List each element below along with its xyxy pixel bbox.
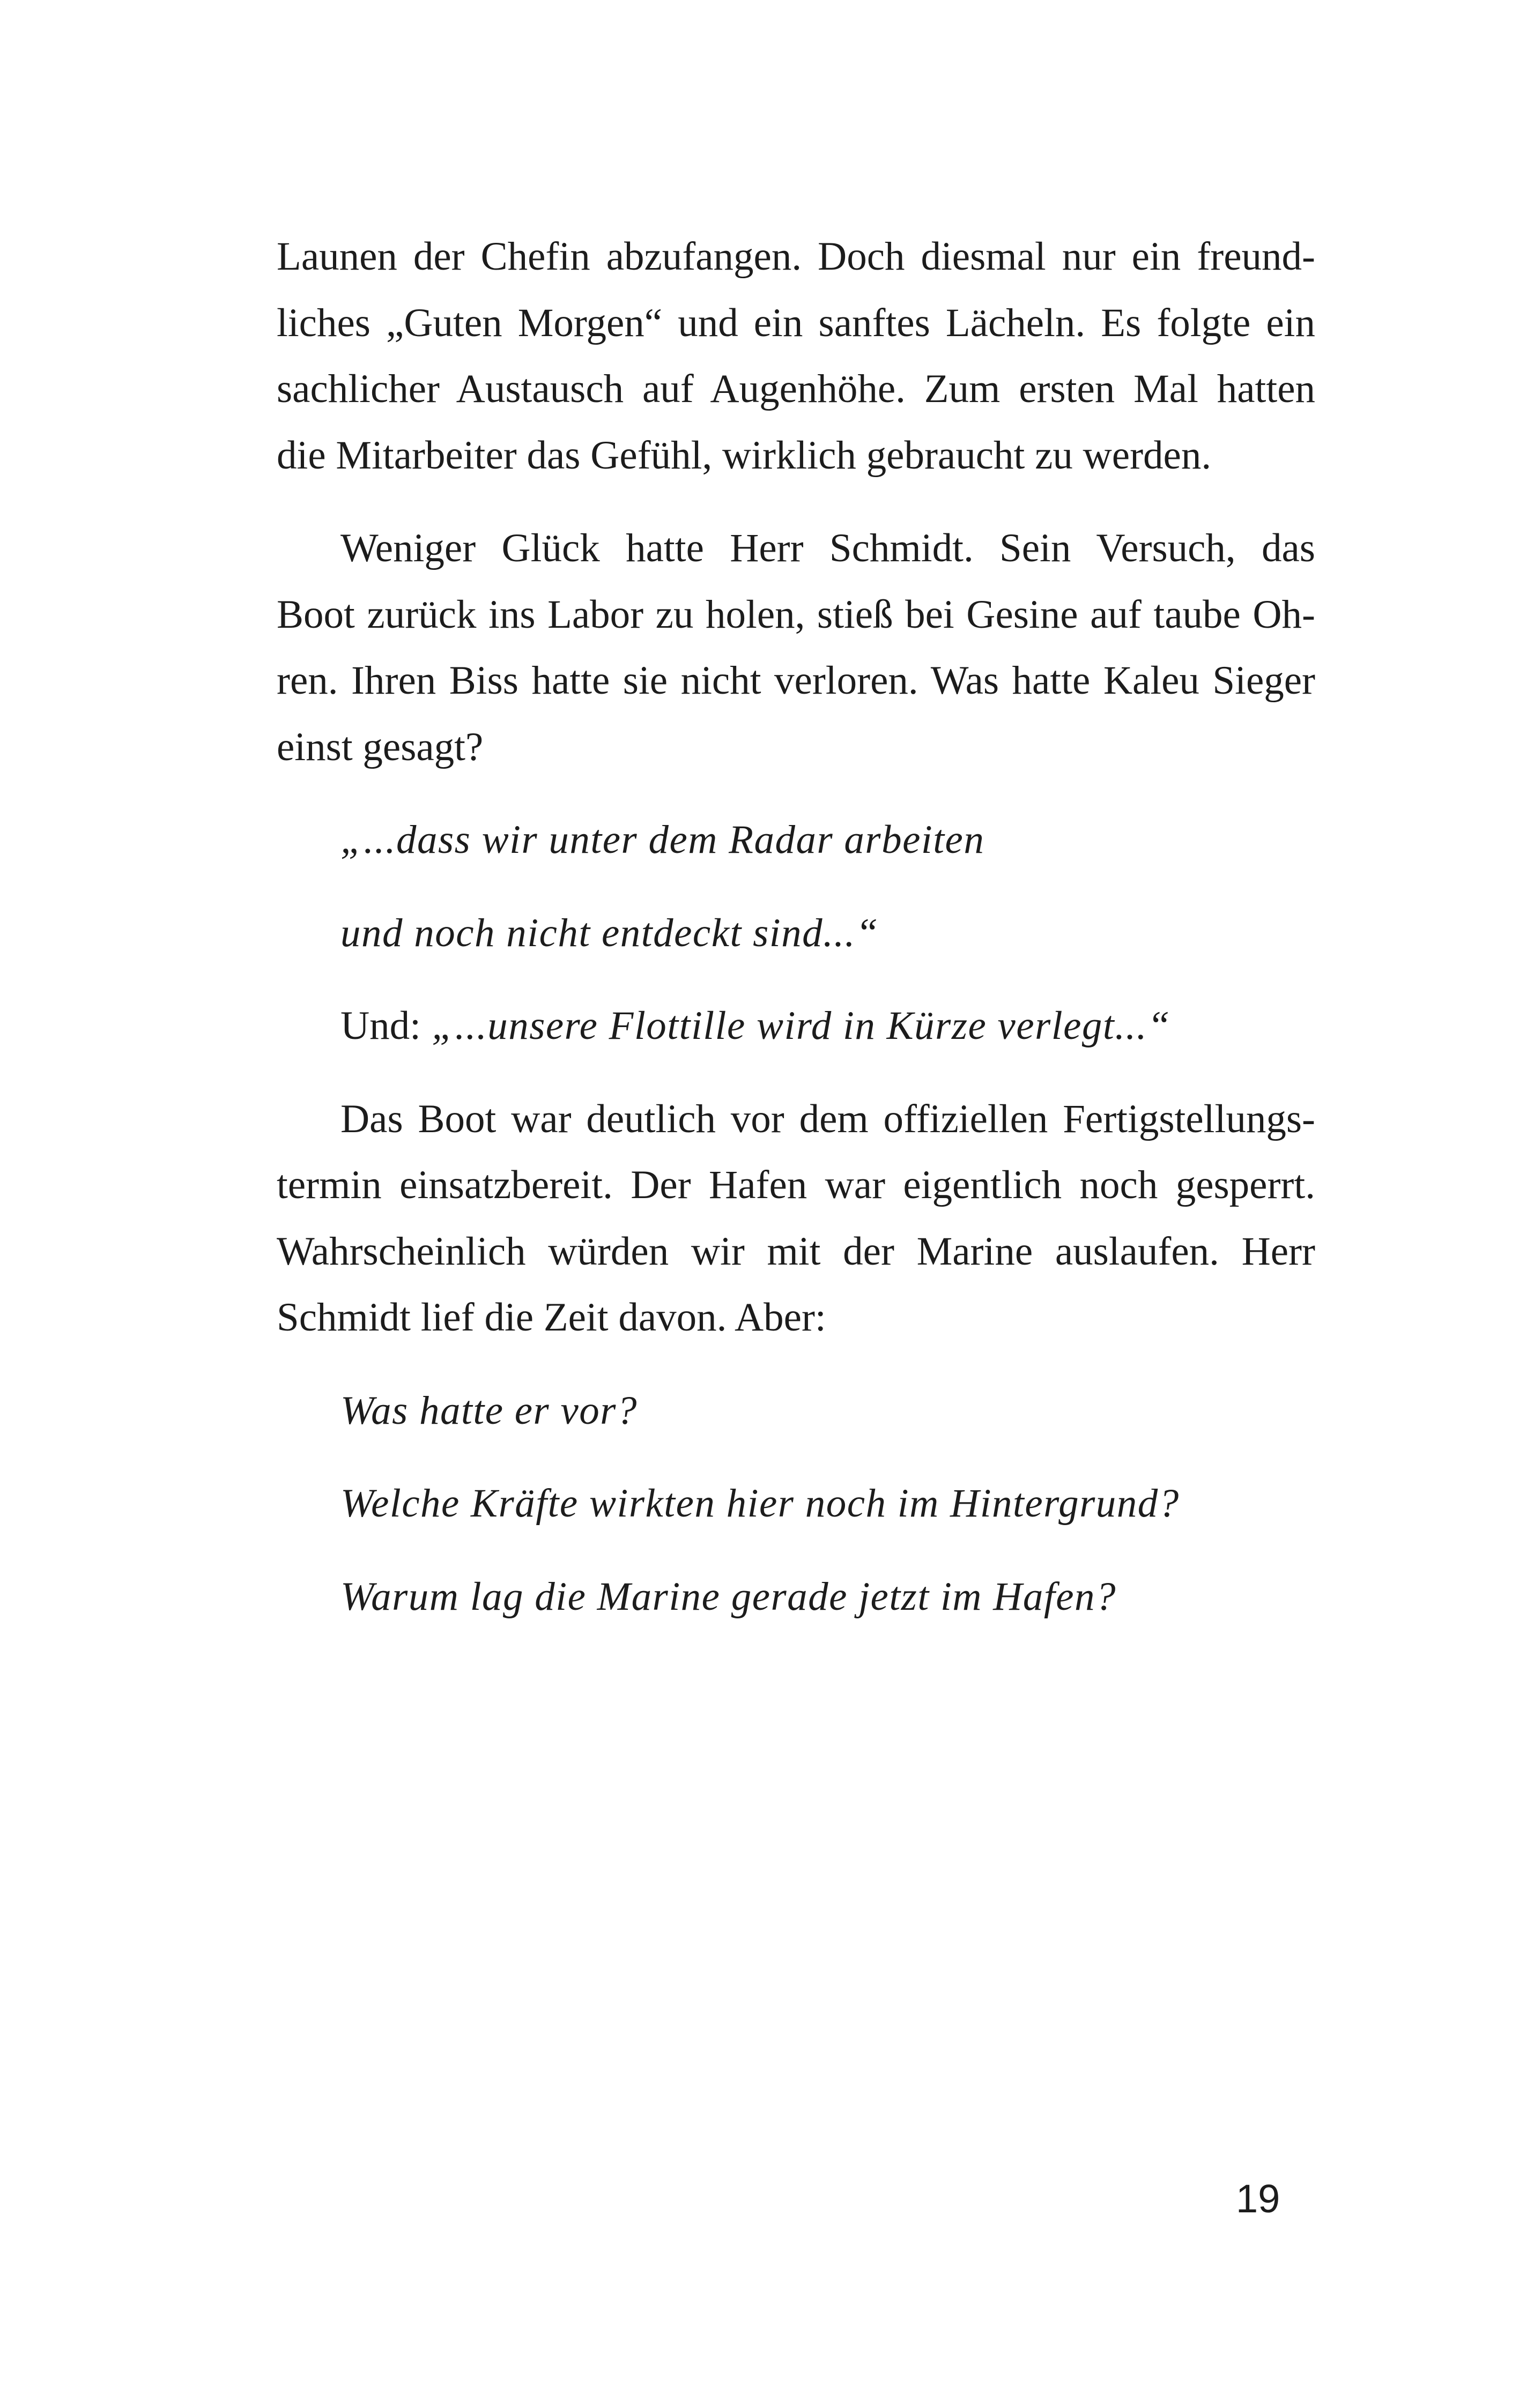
text-line: Wahrscheinlich würden wir mit der Marine auslaufen. Herr <box>277 1229 1315 1274</box>
text-line: Weniger Glück hatte Herr Schmidt. Sein Versuch, das <box>340 526 1315 570</box>
italic-question-line: Welche Kräfte wirkten hier noch im Hintergrund? <box>340 1481 1180 1526</box>
italic-question-line: Was hatte er vor? <box>340 1388 638 1433</box>
italic-quote-text: „...unsere Flottille wird in Kürze verlegt...“ <box>432 1004 1171 1048</box>
text-line: termin einsatzbereit. Der Hafen war eigentlich noch gesperrt. <box>277 1163 1315 1207</box>
paragraph-3 <box>277 1086 1315 1351</box>
question-3 <box>277 1564 1315 1630</box>
text-line: die Mitarbeiter das Gefühl, wirklich gebraucht zu werden. <box>277 433 1212 478</box>
italic-quote-line: „...dass wir unter dem Radar arbeiten <box>340 817 985 862</box>
question-1 <box>277 1378 1315 1444</box>
paragraph-1 <box>277 224 1315 488</box>
quote-line-1 <box>277 807 1315 873</box>
quote-line-2 <box>277 900 1315 967</box>
italic-quote-line: und noch nicht entdeckt sind...“ <box>340 910 879 955</box>
italic-question-line: Warum lag die Marine gerade jetzt im Hafen? <box>340 1574 1116 1619</box>
text-line: liches „Guten Morgen“ und ein sanftes Lächeln. Es folgte ein <box>277 300 1315 345</box>
page-number: 19 <box>1236 2176 1280 2221</box>
mixed-quote-line <box>277 993 1315 1059</box>
quote-line-3 <box>277 993 1315 1059</box>
text-line: Schmidt lief die Zeit davon. Aber: <box>277 1295 826 1340</box>
text-line: Das Boot war deutlich vor dem offiziellen Fertigstellungs- <box>340 1096 1315 1141</box>
question-2 <box>277 1470 1315 1537</box>
text-line: Boot zurück ins Labor zu holen, stieß bei Gesine auf taube Oh- <box>277 592 1315 637</box>
text-line: sachlicher Austausch auf Augenhöhe. Zum ersten Mal hatten <box>277 367 1315 411</box>
quote-prefix: Und: <box>340 1004 421 1048</box>
text-line: Launen der Chefin abzufangen. Doch diesmal nur ein freund- <box>277 234 1315 279</box>
text-line: ren. Ihren Biss hatte sie nicht verloren. Was hatte Kaleu Sieger <box>277 658 1315 703</box>
text-line: einst gesagt? <box>277 724 484 769</box>
body-text <box>277 224 1315 1630</box>
paragraph-2 <box>277 515 1315 780</box>
